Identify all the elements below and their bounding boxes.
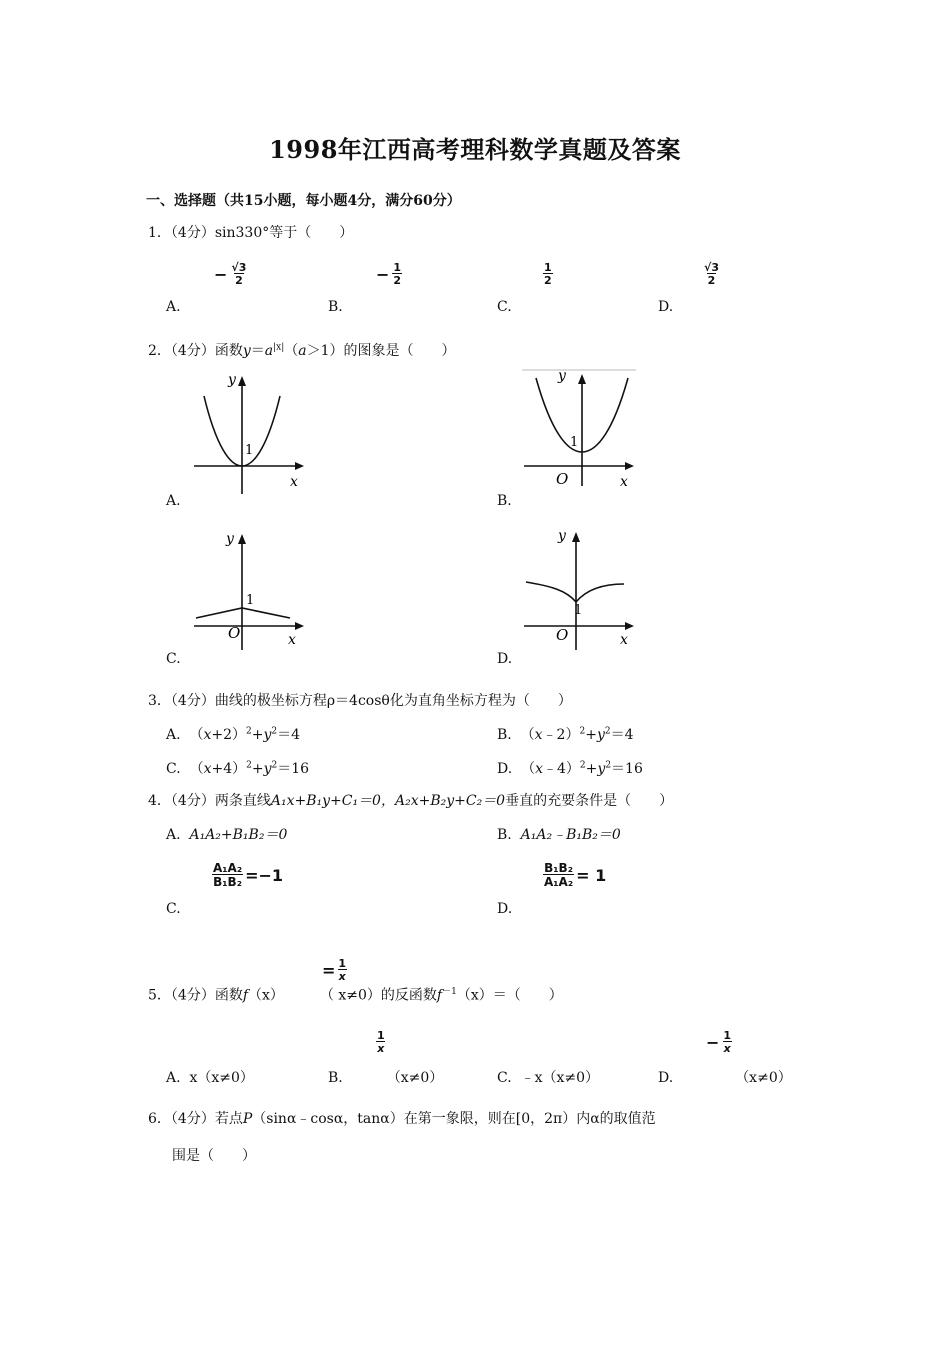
- question-4: [148, 790, 673, 810]
- plus: +: [585, 761, 598, 777]
- line-equation-1: A₁x+B₁y+C₁＝0，: [270, 793, 395, 809]
- q2-option-c-label[interactable]: C.: [166, 651, 181, 667]
- q4-option-d-label[interactable]: D.: [497, 901, 513, 917]
- denominator: A₁A₂: [544, 875, 574, 889]
- var-a: a: [264, 343, 274, 359]
- fraction: [212, 862, 243, 888]
- fraction: [337, 958, 347, 982]
- q1-option-c-label[interactable]: C.: [497, 299, 512, 315]
- question-2: [148, 340, 456, 360]
- fraction: [722, 1030, 732, 1054]
- exponent: 2: [271, 726, 278, 737]
- graph-a: [190, 368, 310, 493]
- q5-text-mid: （ x≠0）的反函数: [319, 987, 437, 1004]
- minus-sign: −: [214, 264, 228, 284]
- numerator: √3: [231, 261, 247, 274]
- paren: （: [521, 761, 536, 777]
- curve: [196, 608, 290, 618]
- q1-option-c-math: [543, 262, 553, 286]
- q4-option-b[interactable]: [497, 824, 621, 844]
- exponent: 2: [271, 760, 278, 771]
- denominator: B₁B₂: [213, 875, 242, 889]
- var-a: a: [298, 343, 307, 359]
- numerator: 1: [723, 1029, 732, 1042]
- origin-label: O: [556, 470, 569, 488]
- graph-b: [520, 368, 640, 493]
- fraction: [376, 1030, 386, 1054]
- rhs: ＝4: [610, 727, 634, 743]
- question-4-number: 4．: [148, 793, 171, 809]
- exponent: 2: [246, 726, 252, 737]
- q5-text-post: （x）＝（ ）: [456, 987, 563, 1004]
- question-6-continued: 围是（ ）: [172, 1148, 256, 1164]
- paren: （: [189, 727, 204, 743]
- fraction: [543, 262, 553, 286]
- expr: +4）: [211, 761, 247, 777]
- plus: +: [251, 761, 264, 777]
- rhs: = 1: [576, 865, 607, 885]
- var-y: y: [596, 727, 605, 743]
- numerator: A₁A₂: [213, 861, 243, 875]
- expr: ﹣2）: [542, 727, 580, 743]
- y-axis-arrow-icon: [578, 374, 586, 384]
- inverse-exponent: －1: [442, 987, 457, 997]
- question-3: [148, 690, 572, 710]
- equals: =: [322, 960, 336, 980]
- denominator: 2: [544, 274, 552, 287]
- q4-text-post: 垂直的充要条件是（ ）: [505, 793, 674, 809]
- var-y: y: [263, 761, 272, 777]
- graph-c: [190, 526, 310, 651]
- fraction: [703, 262, 720, 286]
- var-y: y: [242, 343, 251, 359]
- q5-option-d[interactable]: [658, 1067, 792, 1087]
- q1-option-a-label[interactable]: A.: [166, 299, 181, 315]
- q5-option-a[interactable]: [166, 1067, 254, 1087]
- q2-option-d-label[interactable]: D.: [497, 651, 513, 667]
- var-y: y: [597, 761, 606, 777]
- denominator: 2: [393, 274, 402, 287]
- rhs: ＝16: [277, 761, 310, 777]
- denominator: 2: [235, 274, 243, 287]
- q4-option-c-math: [212, 862, 283, 888]
- paren: （: [189, 761, 204, 777]
- var-f: f: [242, 987, 249, 1004]
- exponent: 2: [579, 726, 586, 737]
- x-label: x: [290, 474, 298, 490]
- q5-text-pre: （4分）函数: [170, 987, 243, 1004]
- option-label: C.: [166, 761, 181, 777]
- y-axis-arrow-icon: [572, 532, 580, 542]
- denominator: x: [338, 970, 346, 983]
- var-x: x: [203, 761, 212, 777]
- question-3-text: （4分）曲线的极坐标方程ρ＝4cosθ化为直角坐标方程为（ ）: [170, 693, 572, 709]
- fraction: [230, 262, 247, 286]
- x-axis-arrow-icon: [295, 622, 304, 630]
- option-text: （x≠0）: [735, 1070, 792, 1086]
- denominator: x: [723, 1042, 731, 1055]
- option-label: A.: [166, 1070, 181, 1086]
- var-x: x: [203, 727, 212, 743]
- expr: ﹣4）: [543, 761, 580, 777]
- exponent: 2: [604, 726, 611, 737]
- line-equation-2: A₂x+B₂y+C₂＝0: [394, 793, 506, 809]
- question-1-number: 1．: [148, 225, 171, 241]
- q3-option-b[interactable]: [497, 724, 634, 744]
- q1-option-d-math: [703, 262, 720, 286]
- page-title: 1998年江西高考理科数学真题及答案: [269, 135, 681, 164]
- q3-option-d[interactable]: [497, 758, 643, 778]
- q2-text-post: ＞1）的图象是（ ）: [306, 343, 456, 359]
- y-label: y: [558, 368, 566, 384]
- q5-option-d-math: [706, 1030, 732, 1054]
- numerator: 1: [393, 261, 402, 274]
- paren: （: [284, 343, 299, 359]
- y-axis-arrow-icon: [238, 534, 246, 544]
- q4-option-d-math: [543, 862, 606, 888]
- x-label: x: [620, 632, 628, 648]
- question-5-number: 5．: [148, 987, 171, 1004]
- option-text: x（x≠0）: [189, 1070, 254, 1086]
- x-axis-arrow-icon: [625, 622, 634, 630]
- option-label: C.: [497, 1070, 512, 1086]
- question-1-text: （4分）sin330°等于（ ）: [170, 225, 354, 241]
- y-label: y: [228, 372, 236, 388]
- origin-label: O: [556, 626, 569, 644]
- option-label: B.: [497, 827, 512, 843]
- plus: +: [585, 727, 597, 743]
- q2-option-a-label[interactable]: A.: [166, 493, 181, 509]
- fraction: [392, 262, 402, 286]
- q5-option-b[interactable]: [328, 1067, 443, 1087]
- rhs: =−1: [245, 865, 284, 885]
- denominator: 2: [707, 274, 716, 287]
- rhs: ＝16: [611, 761, 643, 777]
- question-5: [148, 984, 563, 1005]
- minus-sign: −: [376, 264, 390, 284]
- var-x: x: [535, 761, 543, 777]
- minus-sign: −: [706, 1032, 720, 1052]
- origin-label: O: [228, 624, 241, 642]
- y-label: y: [558, 528, 566, 544]
- q5-fraction-math: [322, 958, 347, 982]
- q1-option-b-math: [376, 262, 402, 286]
- one-label: 1: [245, 443, 254, 458]
- one-label: 1: [574, 603, 583, 618]
- q6-text-pre: （4分）若点: [170, 1111, 243, 1127]
- q3-option-a[interactable]: [166, 724, 300, 744]
- y-label: y: [226, 531, 234, 547]
- option-label: A.: [166, 727, 181, 743]
- q4-text-pre: （4分）两条直线: [170, 793, 271, 809]
- option-label: D.: [497, 761, 513, 777]
- option-label: A.: [166, 827, 181, 843]
- q4-option-a[interactable]: [166, 824, 287, 844]
- question-3-number: 3．: [148, 693, 171, 709]
- numerator: √3: [704, 261, 719, 274]
- question-2-number: 2．: [148, 343, 171, 359]
- var-f: f: [436, 987, 443, 1004]
- numerator: 1: [338, 957, 347, 970]
- numerator: 1: [544, 261, 552, 274]
- equals: ＝: [250, 343, 265, 359]
- expr: +2）: [211, 727, 247, 743]
- option-label: B.: [497, 727, 512, 743]
- q1-option-d-label[interactable]: D.: [658, 299, 674, 315]
- section-heading: 一、选择题（共15小题，每小题4分，满分60分）: [146, 193, 461, 209]
- one-label: 1: [246, 593, 255, 608]
- exponent: 2: [246, 760, 252, 771]
- q6-text-post: （sinα﹣cosα，tanα）在第一象限，则在[0，2π）内α的取值范: [252, 1111, 656, 1127]
- q1-option-b-label[interactable]: B.: [328, 299, 343, 315]
- option-label: B.: [328, 1070, 343, 1086]
- plus: +: [251, 727, 264, 743]
- x-axis-arrow-icon: [625, 462, 634, 470]
- option-label: D.: [658, 1070, 674, 1086]
- fraction: [543, 862, 574, 888]
- q5-option-b-math: [376, 1030, 386, 1054]
- var-y: y: [263, 727, 272, 743]
- exponent: 2: [605, 760, 612, 771]
- one-label: 1: [570, 435, 579, 450]
- var-x: x: [534, 727, 543, 743]
- var-p: P: [242, 1111, 253, 1127]
- q2-option-b-label[interactable]: B.: [497, 493, 512, 509]
- denominator: x: [377, 1042, 385, 1055]
- option-text: ﹣x（x≠0）: [520, 1070, 600, 1086]
- x-axis-arrow-icon: [295, 462, 304, 470]
- exponent: |x|: [273, 342, 285, 353]
- y-axis-arrow-icon: [238, 376, 246, 386]
- argument: （x）: [248, 987, 284, 1004]
- q3-option-c[interactable]: [166, 758, 309, 778]
- graph-d: [520, 526, 640, 651]
- rhs: ＝4: [277, 727, 301, 743]
- q2-text-pre: （4分）函数: [170, 343, 243, 359]
- exponent: 2: [579, 760, 586, 771]
- numerator: 1: [377, 1029, 385, 1042]
- question-6: [148, 1108, 656, 1128]
- paren: （: [520, 727, 535, 743]
- option-expr: A₁A₂﹣B₁B₂＝0: [520, 827, 621, 843]
- curve: [526, 582, 624, 602]
- q1-option-a-math: [214, 262, 247, 286]
- option-text: （x≠0）: [386, 1070, 444, 1086]
- question-1: [148, 222, 353, 242]
- x-label: x: [288, 632, 296, 648]
- q5-option-c[interactable]: [497, 1067, 599, 1087]
- option-expr: A₁A₂+B₁B₂＝0: [189, 827, 288, 843]
- numerator: B₁B₂: [544, 861, 573, 875]
- x-label: x: [620, 474, 628, 490]
- q4-option-c-label[interactable]: C.: [166, 901, 181, 917]
- question-6-number: 6．: [148, 1111, 171, 1127]
